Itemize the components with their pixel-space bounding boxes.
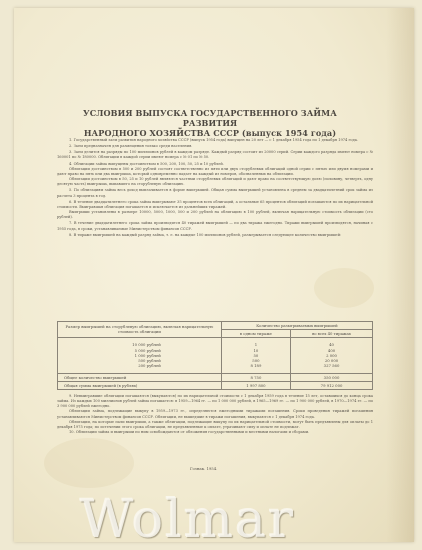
- paragraph: 5. По облигациям займа весь доход выплачивается в форме выигрышей. Общая сумма выигрышей установлена в среднем за двадцатилетний срок займа из расчета 3 процента в год.: [57, 188, 373, 198]
- table-total-count-label: Общее количество выигрышей: [58, 374, 222, 382]
- table-total-sum-one: 1 997 800: [221, 382, 290, 390]
- table-total-count-one: 8 750: [221, 374, 290, 382]
- redemption-notes: [57, 394, 373, 435]
- paragraph: 4. Облигации займа выпущены достоинством в 500, 200, 100, 50, 25 и 10 рублей.: [69, 161, 224, 166]
- table-total-count-all: 350 000: [291, 374, 373, 382]
- paragraph: Облигации займа, подлежащие выкупу в 1959—1973 гг., определяются ежегодными тиражами погашения. Сроки проведения тиражей погашения устанавливаются Министерством финансов СССР. Облигации, не вышедшие в тиражи погашения, выкупаются с 1 декабря 1974 года.: [57, 409, 373, 419]
- paragraph: 3. Заем делится на разряды по 100 миллионов рублей в каждом разряде. Каждый разряд состоит из 20000 серий. Серии каждого разряда имеют номера с № 160001 по № 180000. Облигации в каждой серии имеют номера с № 01 по № 50.: [57, 150, 373, 160]
- printer-imprint: Гознак. 1954.: [190, 466, 218, 471]
- title-line-2: НАРОДНОГО ХОЗЯЙСТВА СССР (выпуск 1954 года): [83, 128, 337, 138]
- table-subheader-all: во всех 40 тиражах: [291, 329, 373, 337]
- paragraph: Облигации, на которые пали выигрыши, а также облигации, подлежащие выкупу по их нарицательной стоимости, могут быть предъявлены для оплаты до 1 декабря 1975 года; по истечении этого срока облигации, не предъявленные к оплате, утрачивают силу и оплате не подлежат.: [57, 419, 373, 429]
- paragraph: Выигрыши установлены в размере 10000, 5000, 1000, 500 и 200 рублей на облигацию в 100 рублей, включая нарицательную стоимость облигации (сто рублей).: [57, 210, 373, 220]
- table-header-size: Размер выигрышей на сторублевую облигацию, включая нарицательную стоимость облигации: [58, 322, 222, 338]
- paragraph: Облигации достоинством в 50, 25 и 10 рублей являются частями сторублевых облигаций и дают право на соответствующую долю (половину, четверть, одну десятую часть) выигрыша, выпавшего на сторублевую облигацию.: [57, 177, 373, 187]
- paragraph: Облигации достоинством в 500 и 200 рублей состоят соответственно из пяти или двух сторублевых облигаций одной серии с пятью или двумя номерами и дают право на пять или два выигрыша, который одновременно падает на каждый из номеров, обозначенных на облигации.: [57, 166, 373, 176]
- paper-stain: [44, 438, 134, 488]
- conditions-body: [57, 138, 373, 238]
- bond-paper: [14, 8, 414, 542]
- table-subheader-one: в одном тираже: [221, 329, 290, 337]
- paragraph: 6. В течение двадцатилетнего срока займа выигрывают 35 процентов всех облигаций, а остальные 65 процентов облигаций погашаются по их нарицательной стоимости. Выигравшая облигация погашается и исключается из дальнейших тиражей.: [57, 199, 373, 209]
- title-line-1: УСЛОВИЯ ВЫПУСКА ГОСУДАРСТВЕННОГО ЗАЙМА РАЗВИТИЯ: [83, 108, 337, 128]
- paragraph: 2. Заем предназначен для размещения только среди населения.: [69, 144, 193, 149]
- table-cell-all: 40 400 2 000 20 000 327 560: [291, 337, 373, 373]
- paragraph: 10. Облигации займа и выигрыши по ним освобождаются от обложения государственными и местными налогами и сборами.: [69, 430, 310, 435]
- paper-stain: [314, 268, 374, 308]
- table-cell-sizes: 10 000 рублей 5 000 рублей 1 000 рублей 500 рублей 200 рублей: [58, 337, 222, 373]
- table-total-sum-all: 79 912 000: [291, 382, 373, 390]
- paragraph: 9. Невыигравшие облигации погашаются (выкупаются) по их нарицательной стоимости с 1 декабря 1959 года в течение 15 лет, оставшихся до конца срока займа. Из каждых 100 миллионов рублей займа погашается: в 1959—1964 гг. — по 1 000 000 рублей, в 1965—1969 гг. — по 1 900 000 рублей, в 1970—1974 гг. — по 3 900 000 рублей ежегодно.: [57, 394, 373, 409]
- table-total-sum-label: Общая сумма выигрышей (в рублях): [58, 382, 222, 390]
- paragraph: 8. В тираже выигрышей на каждый разряд займа, т. е. на каждые 100 миллионов рублей, разыгрывается следующее количество выигрышей:: [69, 232, 342, 237]
- prize-table: [57, 321, 373, 390]
- table-cell-one: 1 10 50 500 8 189: [221, 337, 290, 373]
- paragraph: 7. В течение двадцатилетнего срока займа производится 40 тиражей выигрышей — по два тиража ежегодно. Тиражи выигрышей производятся, начиная с 1955 года, в сроки, устанавливаемые Министерством финансов СССР.: [57, 221, 373, 231]
- watermark-logo: Wolmar: [80, 490, 296, 550]
- paragraph: 1. Государственный заем развития народного хозяйства СССР (выпуск 1954 года) выпущен на 20 лет — с 1 декабря 1954 года по 1 декабря 1974 года.: [69, 138, 358, 142]
- table-header-count: Количество разыгрываемых выигрышей: [221, 322, 372, 330]
- document-title: [70, 108, 350, 138]
